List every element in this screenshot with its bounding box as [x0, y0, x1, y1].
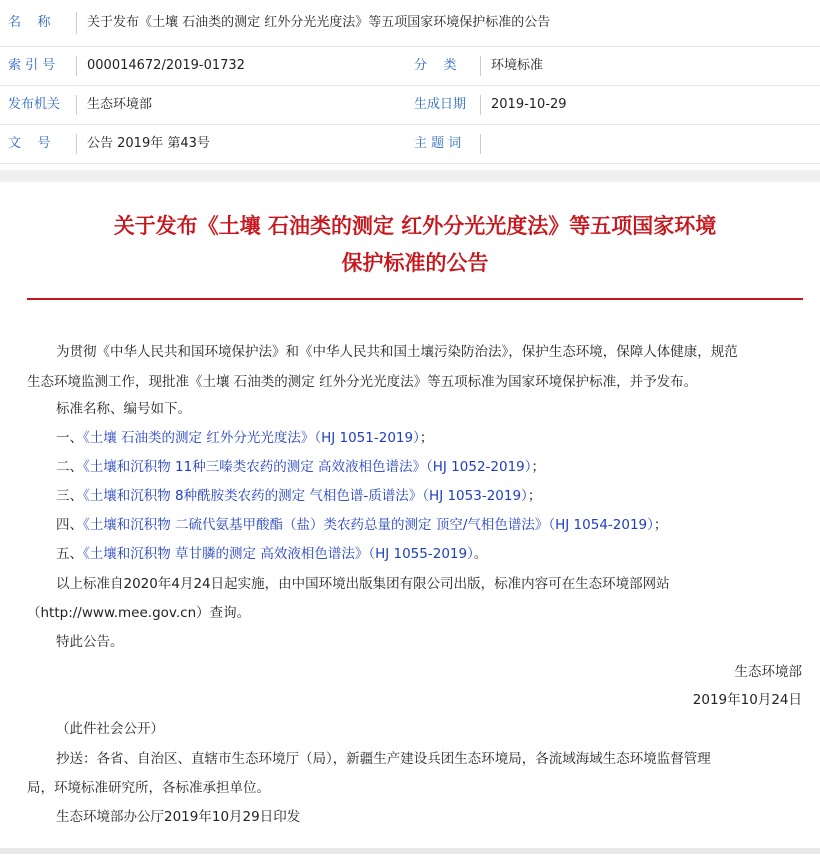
- category-label: 分 类: [414, 58, 457, 73]
- list-item: [56, 544, 487, 564]
- metadata-table: [0, 0, 820, 168]
- title-line-2: 保护标准的公告: [341, 251, 489, 275]
- item-suffix: ；: [527, 488, 542, 504]
- intro-line-2: 生态环境监测工作，现批准《土壤 石油类的测定 红外分光光度法》等五项标准为国家环境保护标准，并予发布。: [27, 374, 698, 390]
- item-suffix: ；: [531, 459, 546, 475]
- index-label: 索 引 号: [8, 58, 56, 73]
- category-value: 环境标准: [491, 58, 544, 73]
- doc-number-value: 公告 2019年 第43号: [87, 136, 210, 151]
- item-suffix: 。: [473, 546, 488, 562]
- intro-line-1: 为贯彻《中华人民共和国环境保护法》和《中华人民共和国土壤污染防治法》，保护生态环境，保障人体健康，规范: [56, 344, 738, 360]
- meta-row-name: [0, 0, 820, 47]
- standard-link[interactable]: 《土壤 石油类的测定 红外分光光度法》（HJ 1051-2019）: [83, 430, 420, 446]
- section-divider: [0, 170, 820, 182]
- item-prefix: 二、: [56, 459, 83, 475]
- meta-row-index: [0, 47, 820, 86]
- closing-text: 特此公告。: [56, 634, 124, 650]
- name-label: 名 称: [8, 15, 51, 30]
- item-prefix: 一、: [56, 430, 83, 446]
- separator: [480, 56, 481, 76]
- doc-number-label: 文 号: [8, 136, 51, 151]
- list-item: [56, 428, 433, 448]
- print-note: 生态环境部办公厅2019年10月29日印发: [56, 809, 301, 825]
- item-prefix: 五、: [56, 546, 83, 562]
- separator: [76, 95, 77, 115]
- separator: [76, 12, 77, 34]
- item-suffix: ；: [419, 430, 434, 446]
- item-prefix: 四、: [56, 517, 83, 533]
- cc-line-1: 抄送：各省、自治区、直辖市生态环境厅（局），新疆生产建设兵团生态环境局，各流域海域生态环境监督管理: [56, 751, 711, 767]
- title-underline: [27, 298, 803, 300]
- cc-line-2: 局，环境标准研究所，各标准承担单位。: [27, 780, 270, 796]
- list-intro: 标准名称、编号如下。: [56, 401, 191, 417]
- list-item: [56, 515, 667, 535]
- standard-link[interactable]: 《土壤和沉积物 8种酰胺类农药的测定 气相色谱-质谱法》（HJ 1053-2019）: [83, 488, 528, 504]
- item-suffix: ；: [653, 517, 668, 533]
- public-note: （此件社会公开）: [56, 721, 164, 737]
- standard-link[interactable]: 《土壤和沉积物 11种三嗪类农药的测定 高效液相色谱法》（HJ 1052-2019）: [83, 459, 532, 475]
- list-item: [56, 457, 545, 477]
- title-line-1: 关于发布《土壤 石油类的测定 红外分光光度法》等五项国家环境: [113, 214, 717, 238]
- effective-line-2: （http://www.mee.gov.cn）查询。: [27, 605, 251, 621]
- separator: [480, 95, 481, 115]
- effective-line-1: 以上标准自2020年4月24日起实施，由中国环境出版集团有限公司出版，标准内容可在生态环境部网站: [56, 576, 670, 592]
- footer-divider: [0, 848, 820, 854]
- issuer-label: 发布机关: [8, 97, 61, 112]
- standard-link[interactable]: 《土壤和沉积物 二硫代氨基甲酸酯（盐）类农药总量的测定 顶空/气相色谱法》（HJ 1054-2019）: [83, 517, 654, 533]
- date-label: 生成日期: [414, 97, 467, 112]
- meta-row-doc: [0, 125, 820, 164]
- separator: [76, 56, 77, 76]
- date-value: 2019-10-29: [491, 97, 567, 112]
- sign-date: 2019年10月24日: [692, 692, 802, 708]
- standard-link[interactable]: 《土壤和沉积物 草甘膦的测定 高效液相色谱法》（HJ 1055-2019）: [83, 546, 474, 562]
- separator: [76, 134, 77, 154]
- list-item: [56, 486, 541, 506]
- topic-label: 主 题 词: [414, 136, 462, 151]
- name-value: 关于发布《土壤 石油类的测定 红外分光光度法》等五项国家环境保护标准的公告: [87, 15, 551, 30]
- separator: [480, 134, 481, 154]
- issuer-value: 生态环境部: [87, 97, 153, 112]
- page-title: [0, 208, 820, 282]
- index-value: 000014672/2019-01732: [87, 58, 245, 73]
- item-prefix: 三、: [56, 488, 83, 504]
- meta-row-issuer: [0, 86, 820, 125]
- signer: 生态环境部: [734, 664, 802, 680]
